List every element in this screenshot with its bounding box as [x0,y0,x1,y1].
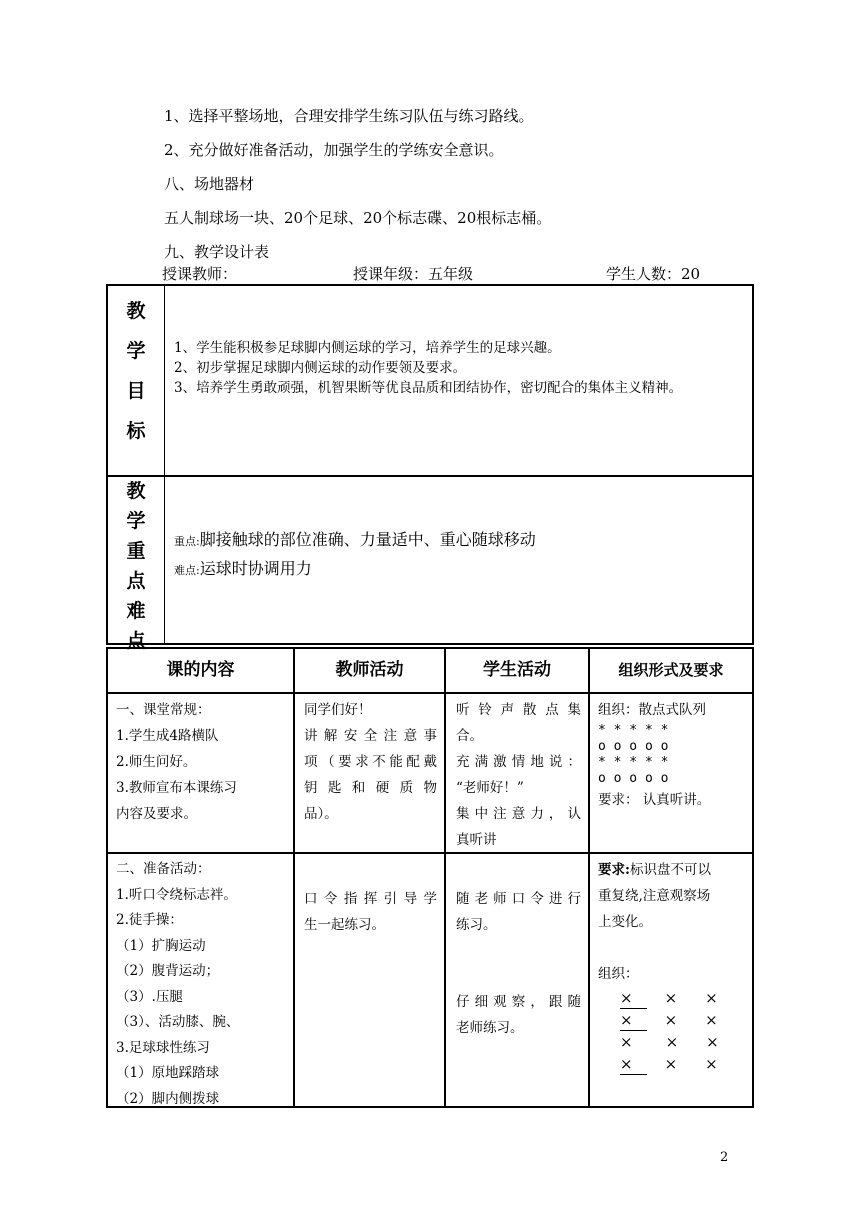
row2-student-b [456,989,581,1041]
org-title: 组织：散点式队列 [598,702,706,718]
org-requirement-line: 上变化。 [598,914,652,930]
header-student-activity: 学生活动 [483,660,551,680]
key-point [174,526,746,555]
keypoints-label-char: 点 [126,570,146,592]
goals-label-char: 目 [126,380,146,402]
divider [108,852,752,854]
row1-organization [598,697,748,813]
formation-row [620,1031,750,1053]
divider [108,692,752,694]
formation-mark: × [664,1055,678,1073]
section-heading-equipment: 八、场地器材 [164,175,255,193]
key-point-prefix: 重点: [174,535,200,548]
formation-mark: × [665,1033,679,1051]
content-line: 一、课堂常规： [116,702,211,718]
row1-content [116,697,286,827]
teacher-line: 讲解安全注意事 [304,728,437,744]
content-line: 3.足球球性练习 [116,1039,210,1056]
formation-row: o o o o o [598,771,669,786]
org-requirement-line: 重复绕,注意观察场 [598,888,711,904]
student-line: 练习。 [456,917,497,933]
page-number: 2 [720,1150,729,1165]
content-line: 1.学生成4路横队 [116,728,219,744]
student-line: 真听讲 [456,832,497,848]
content-line: （2）腹背运动； [116,963,220,979]
content-line: （1）原地踩踏球 [116,1065,220,1081]
goals-table [106,284,754,652]
divider [164,286,165,643]
teacher-line: 钥匙和硬质物 [304,780,437,796]
content-line: 内容及要求。 [116,806,197,822]
divider [293,649,295,1106]
content-line: 2.徒手操： [116,912,183,928]
header-organization: 组织形式及要求 [618,661,724,679]
formation-row: o o o o o [598,739,669,754]
row2-organization [598,857,750,1075]
content-line: 3.教师宣布本课练习 [116,780,237,796]
header-students: 学生人数：20 [606,265,701,283]
formation-mark: × [705,989,718,1007]
key-point-text: 脚接触球的部位准确、力量适中、重心随球移动 [199,530,536,549]
lesson-table [106,647,754,1108]
section-heading-design-table: 九、教学设计表 [164,243,270,261]
goal-item: 3、培养学生勇敢顽强，机智果断等优良品质和团结协作，密切配合的集体主义精神。 [174,380,683,396]
formation-mark: × [664,1011,678,1029]
goals-label-char: 标 [126,420,146,442]
teacher-line: 同学们好！ [304,702,372,718]
org-requirement-line: 标识盘不可以 [629,862,711,878]
teacher-line: 品）。 [304,806,338,822]
formation-mark: × [705,1011,718,1029]
difficult-point [174,555,746,584]
formation-mark: × [664,989,678,1007]
student-line: 合。 [456,728,483,744]
formation-row: * * * * * [598,755,669,770]
formation-row [620,987,750,1009]
divider [108,475,752,477]
org-requirement: 要求： 认真听讲。 [598,792,711,808]
keypoints-label [108,476,164,656]
org-title: 组织： [598,966,639,982]
content-line: 二、准备活动： [116,861,211,877]
content-line: （2）脚内侧拨球 [116,1090,220,1107]
keypoints-label-char: 重 [126,540,146,562]
intro-paragraph-1: 1、选择平整场地，合理安排学生练习队伍与练习路线。 [164,107,534,125]
intro-paragraph-equipment: 五人制球场一块、20个足球、20个标志碟、20根标志桶。 [164,209,552,227]
keypoints-label-char: 难 [126,600,146,622]
keypoints-content [174,526,746,584]
org-requirement-label: 要求: [598,862,630,878]
goal-item: 1、学生能积极参足球脚内侧运球的学习，培养学生的足球兴趣。 [174,340,561,356]
goals-label [108,296,164,446]
student-line: 随老师口令进行 [456,891,581,907]
formation-mark: × [620,1033,633,1051]
keypoints-label-char: 教 [126,480,146,502]
formation-row [620,1053,750,1075]
student-line: 仔细观察，跟随 [456,994,581,1010]
goals-label-char: 学 [126,340,146,362]
goals-label-char: 教 [126,300,146,322]
formation-mark: × [620,987,647,1009]
content-line: 1.听口令绕标志袢。 [116,886,237,903]
goals-list [174,338,746,398]
student-line: 老师练习。 [456,1020,524,1036]
keypoints-label-char: 学 [126,510,146,532]
row2-teacher [304,886,437,938]
student-line: “老师好！” [456,780,524,796]
formation-mark: × [705,1055,718,1073]
divider [588,649,590,1106]
intro-paragraph-2: 2、充分做好准备活动，加强学生的学练安全意识。 [164,141,504,159]
teacher-line: 项（要求不能配戴 [304,754,437,770]
difficult-point-prefix: 难点: [174,564,200,577]
row2-student-a [456,886,581,938]
formation-mark: × [620,1009,647,1031]
content-line: （3）、活动膝、腕、 [116,1014,240,1030]
x-formation [598,987,750,1075]
content-line: （1）扩胸运动 [116,937,206,954]
student-line: 集中注意力，认 [456,806,581,822]
header-grade: 授课年级：五年级 [353,265,474,283]
divider [444,649,446,1106]
formation-row: * * * * * [598,723,669,738]
student-line: 充满激情地说： [456,754,581,770]
row2-content [116,857,291,1112]
difficult-point-text: 运球时协调用力 [199,559,312,578]
row1-teacher [304,697,437,827]
goal-item: 2、初步掌握足球脚内侧运球的动作要领及要求。 [174,360,467,376]
header-teacher: 授课教师： [162,265,238,283]
row1-student [456,697,581,853]
teacher-line: 口令指挥引导学 [304,891,437,907]
formation-mark: × [620,1053,647,1075]
formation-row [620,1009,750,1031]
content-line: 2.师生问好。 [116,754,197,770]
formation-mark: × [706,1033,719,1051]
header-teacher-activity: 教师活动 [335,660,404,680]
content-line: （3）.压腿 [116,988,183,1005]
keypoints-label-char: 点 [126,630,146,652]
header-content: 课的内容 [166,660,235,680]
teacher-line: 生一起练习。 [304,917,385,933]
student-line: 听铃声散点集 [456,702,581,718]
